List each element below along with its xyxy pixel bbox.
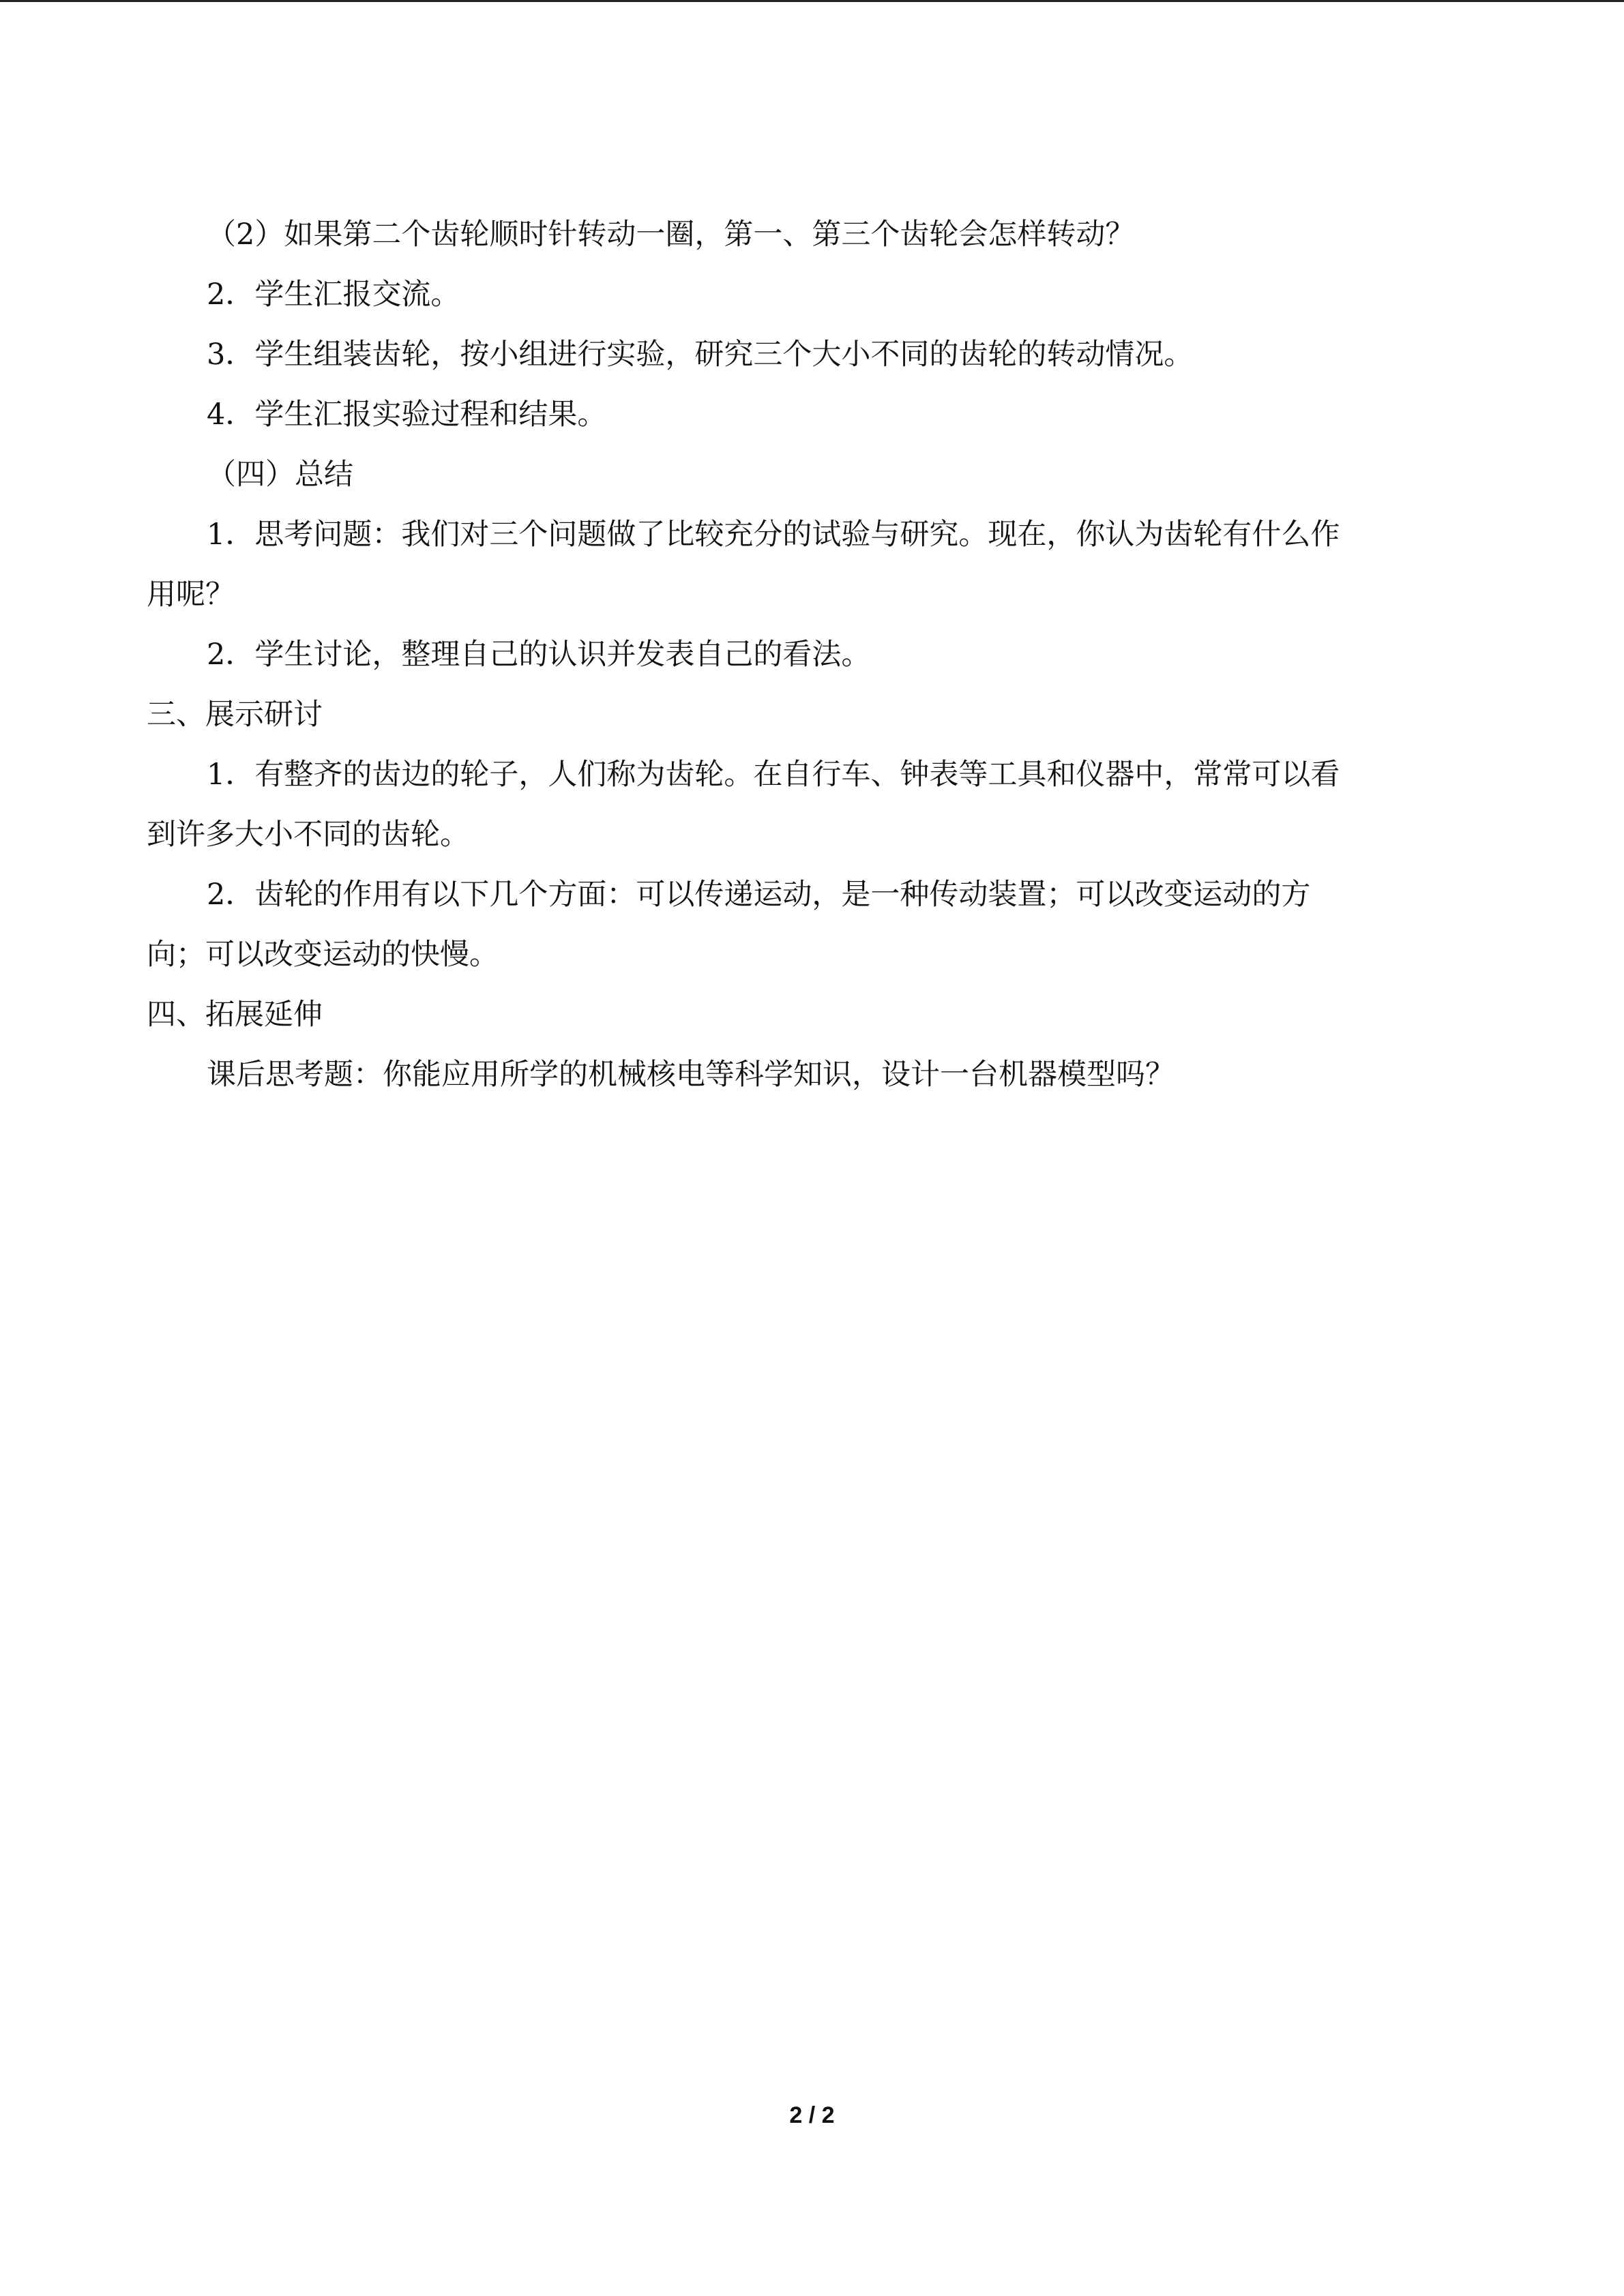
section-3-heading: 三、展示研讨 bbox=[147, 698, 323, 732]
homework-question: 课后思考题：你能应用所学的机械核电等科学知识，设计一台机器模型吗？ bbox=[207, 1058, 1175, 1092]
display-item-2 bbox=[147, 865, 1483, 985]
step-2-line: 2．学生汇报交流。 bbox=[207, 278, 460, 312]
section-4-heading: 四、拓展延伸 bbox=[147, 998, 323, 1032]
page-number: 2 / 2 bbox=[789, 2102, 835, 2128]
summary-item-1-line-2: 用呢？ bbox=[147, 578, 235, 612]
display-item-1 bbox=[147, 745, 1483, 865]
step-4-line: 4．学生汇报实验过程和结果。 bbox=[207, 398, 607, 432]
summary-item-1-line-1: 1．思考问题：我们对三个问题做了比较充分的试验与研究。现在，你认为齿轮有什么作 bbox=[207, 518, 1340, 552]
step-3-line: 3．学生组装齿轮，按小组进行实验，研究三个大小不同的齿轮的转动情况。 bbox=[207, 338, 1194, 372]
display-item-2-line-1: 2．齿轮的作用有以下几个方面：可以传递运动，是一种传动装置；可以改变运动的方 bbox=[207, 878, 1311, 912]
display-item-1-line-2: 到许多大小不同的齿轮。 bbox=[147, 818, 469, 852]
subsection-summary-heading: （四）总结 bbox=[207, 458, 353, 492]
top-border bbox=[0, 0, 1624, 2]
question-2-line: （2）如果第二个齿轮顺时针转动一圈，第一、第三个齿轮会怎样转动？ bbox=[207, 218, 1135, 252]
display-item-2-line-2: 向；可以改变运动的快慢。 bbox=[147, 938, 499, 972]
document-body bbox=[147, 205, 1483, 1105]
summary-item-1 bbox=[147, 505, 1483, 625]
display-item-1-line-1: 1．有整齐的齿边的轮子，人们称为齿轮。在自行车、钟表等工具和仪器中，常常可以看 bbox=[207, 758, 1340, 792]
summary-item-2: 2．学生讨论，整理自己的认识并发表自己的看法。 bbox=[207, 638, 871, 672]
